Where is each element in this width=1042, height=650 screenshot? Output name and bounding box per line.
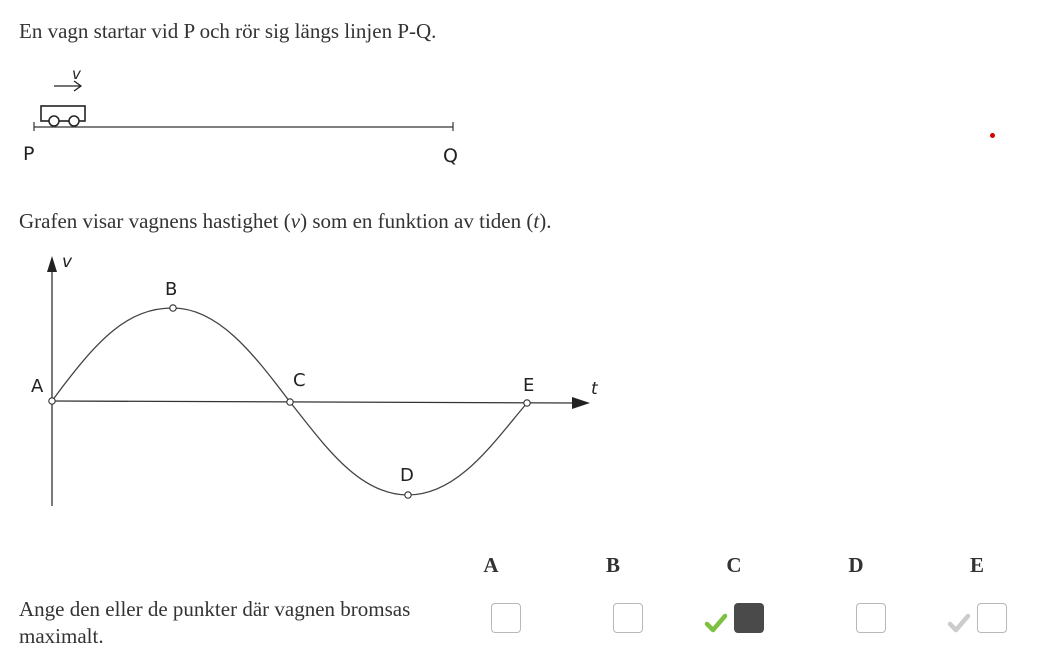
caption-t-symbol: t [533, 209, 540, 233]
expected-check-icon [946, 610, 972, 636]
correct-check-icon [703, 610, 729, 636]
checkbox-c[interactable] [734, 603, 764, 633]
checkbox-b[interactable] [613, 603, 643, 633]
column-header-e: E [969, 553, 984, 577]
point-p-label: P [23, 143, 35, 165]
velocity-label: v [72, 65, 81, 83]
y-axis-arrowhead-icon [47, 256, 57, 272]
column-header-c: C [726, 553, 742, 577]
point-q-label: Q [443, 145, 458, 167]
y-axis-label: v [62, 252, 73, 272]
checkbox-a[interactable] [491, 603, 521, 633]
point-b-marker [170, 305, 176, 311]
point-b-label: B [165, 279, 178, 300]
caption-text-2: ) som en funktion av tiden ( [300, 209, 534, 233]
caption-text-1: Grafen visar vagnens hastighet ( [19, 209, 291, 233]
point-a-marker [49, 398, 55, 404]
checkbox-e[interactable] [977, 603, 1007, 633]
checkbox-d[interactable] [856, 603, 886, 633]
x-axis-arrowhead-icon [572, 397, 590, 409]
x-axis-label: t [591, 379, 598, 399]
question-prompt: Ange den eller de punkter där vagnen bromsas maximalt. [19, 597, 411, 648]
graph-caption [19, 209, 551, 234]
column-header-a: A [483, 553, 499, 577]
point-c-marker [287, 399, 293, 405]
cart-track-figure [18, 64, 478, 174]
point-d-label: D [400, 465, 414, 486]
question-intro: En vagn startar vid P och rör sig längs linjen P-Q. [19, 19, 437, 43]
column-header-d: D [848, 553, 864, 577]
caption-v-symbol: v [290, 209, 301, 233]
cart-icon [41, 106, 85, 126]
column-header-b: B [605, 553, 620, 577]
point-a-label: A [31, 376, 44, 397]
velocity-time-graph [18, 248, 618, 513]
point-d-marker [405, 492, 411, 498]
x-axis [52, 401, 574, 403]
point-e-label: E [523, 375, 535, 396]
point-e-marker [524, 400, 530, 406]
point-c-label: C [293, 370, 306, 391]
caption-text-3: ). [539, 209, 552, 233]
red-dot-marker [990, 133, 995, 138]
